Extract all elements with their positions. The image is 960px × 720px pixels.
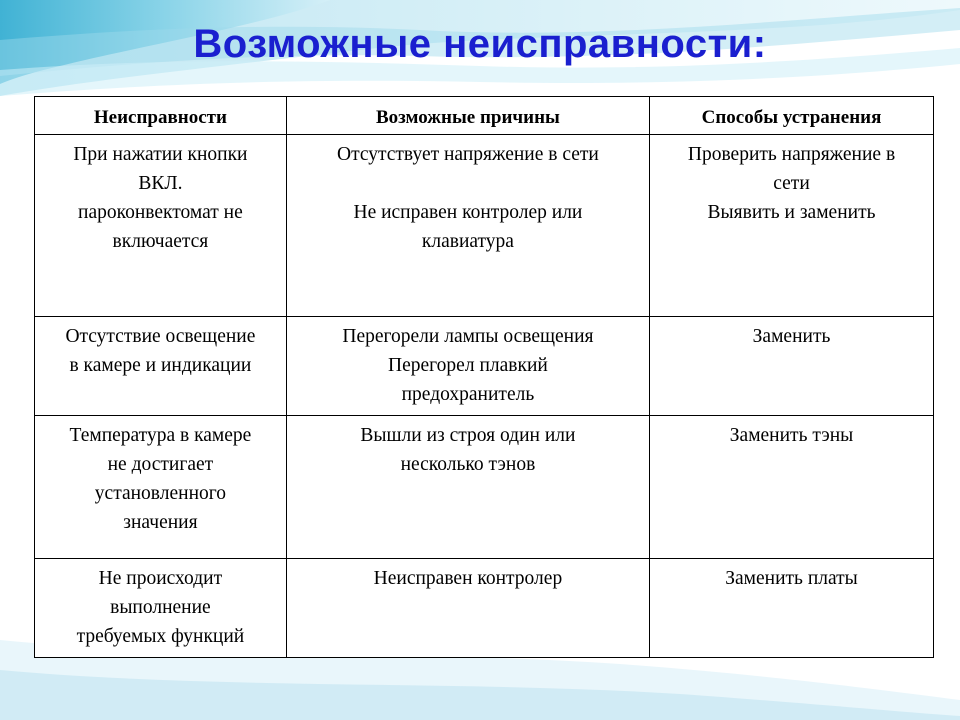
column-header-faults: Неисправности — [35, 97, 287, 135]
cause-cell — [286, 416, 649, 559]
cell-text-line: Перегорел плавкий — [388, 355, 548, 376]
cell-text-line: Не исправен контролер или — [353, 202, 583, 223]
cell-spacer — [295, 169, 641, 198]
fix-cell — [650, 135, 934, 317]
cell-text-line: Перегорели лампы освещения — [342, 326, 594, 347]
column-header-fixes: Способы устранения — [650, 97, 934, 135]
cell-text-line: установленного — [94, 483, 227, 504]
faults-table — [34, 96, 934, 658]
cell-text-line: предохранитель — [401, 384, 535, 405]
cell-text-line: клавиатура — [421, 231, 514, 252]
table-row — [35, 416, 934, 559]
cell-text-line: значения — [123, 512, 198, 533]
table-header-row — [35, 97, 934, 135]
fault-cell — [35, 416, 287, 559]
cell-text-line: включается — [112, 231, 209, 252]
fix-cell — [650, 317, 934, 416]
cell-text-line: в камере и индикации — [69, 355, 252, 376]
fault-cell — [35, 559, 287, 658]
cell-text-line: Заменить тэны — [729, 425, 854, 446]
cell-text-line: ВКЛ. — [138, 173, 183, 194]
fix-cell — [650, 416, 934, 559]
table-row — [35, 317, 934, 416]
cell-text-line: сети — [773, 173, 810, 194]
page-title: Возможные неисправности: — [193, 22, 767, 66]
cell-text-line: Заменить — [752, 326, 831, 347]
cause-cell — [286, 317, 649, 416]
fault-cell — [35, 135, 287, 317]
fix-cell — [650, 559, 934, 658]
cell-text-line: требуемых функций — [76, 626, 245, 647]
cell-text-line: Заменить платы — [725, 568, 858, 589]
table-row — [35, 559, 934, 658]
cell-text-line: Неисправен контролер — [373, 568, 563, 589]
faults-table-container — [34, 96, 934, 658]
cause-cell — [286, 135, 649, 317]
cell-text-line: несколько тэнов — [400, 454, 536, 475]
cell-text-line: Вышли из строя один или — [360, 425, 576, 446]
column-header-causes: Возможные причины — [286, 97, 649, 135]
cell-text-line: Проверить напряжение в — [687, 144, 896, 165]
cause-cell — [286, 559, 649, 658]
cell-text-line: пароконвектомат не — [78, 202, 243, 223]
cell-text-line: Отсутствие освещение — [65, 326, 256, 347]
cell-text-line: При нажатии кнопки — [73, 144, 248, 165]
cell-text-line: не достигает — [107, 454, 214, 475]
cell-text-line: Отсутствует напряжение в сети — [336, 144, 599, 165]
cell-text-line: выполнение — [110, 597, 211, 618]
cell-text-line: Не происходит — [98, 568, 223, 589]
cell-text-line: Температура в камере — [69, 425, 252, 446]
table-row — [35, 135, 934, 317]
cell-text-line: Выявить и заменить — [707, 202, 876, 223]
fault-cell — [35, 317, 287, 416]
